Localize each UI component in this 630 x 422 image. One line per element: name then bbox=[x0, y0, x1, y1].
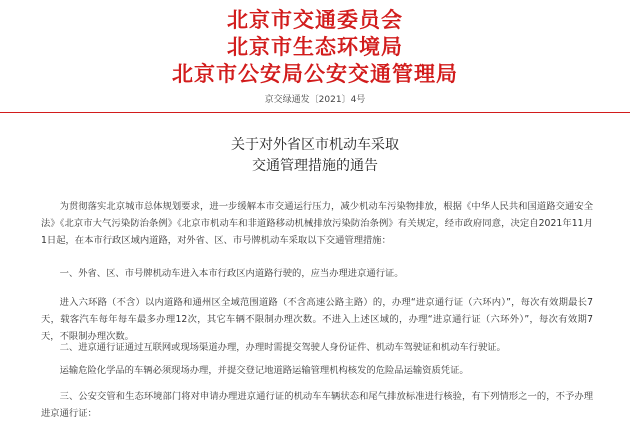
notice-title-line1: 关于对外省区市机动车采取 bbox=[231, 137, 399, 153]
issuer-line-environment: 北京市生态环境局 bbox=[227, 35, 403, 59]
notice-title-line2: 交通管理措施的通告 bbox=[252, 158, 378, 174]
paragraph-item-1: 一、外省、区、市号牌机动车进入本市行政区内道路行驶的，应当办理进京通行证。 bbox=[59, 268, 404, 279]
paragraph-preamble: 为贯彻落实北京城市总体规划要求，进一步缓解本市交通运行压力，减少机动车污染物排放，根据《中华人民共和国道路交通安全法》《北京市大气污染防治条例》《北京市机动车和非道路移动机械排放污染防治条例》有关规定，经市政府同意，决定自2021年11月1日起，在本市行政区域内道路，对外省、区、市号牌机动车采取以下交通管理措施： bbox=[41, 201, 593, 246]
paragraph-item-1-detail: 进入六环路（不含）以内道路和通州区全域范围道路（不含高速公路主路）的，办理“进京通行证（六环内）”，每次有效期最长7天，载客汽车每年每车最多办理12次，其它车辆不限制办理次数。不进入上述区域的，办理“进京通行证（六环外）”，每次有效期7天，不限制办理次数。 bbox=[41, 297, 593, 342]
issuer-line-transport: 北京市交通委员会 bbox=[227, 8, 403, 32]
document-number: 京交绿通发〔2021〕4号 bbox=[264, 95, 366, 105]
paragraph-item-2-detail: 运输危险化学品的车辆必须现场办理，并提交登记地道路运输管理机构核发的危险品运输资质凭证。 bbox=[59, 365, 469, 376]
paragraph-item-3: 三、公安交管和生态环境部门将对申请办理进京通行证的机动车车辆状态和尾气排放标准进行核验，有下列情形之一的，不予办理进京通行证： bbox=[41, 391, 593, 419]
paragraph-item-2: 二、进京通行证通过互联网或现场渠道办理，办理时需提交驾驶人身份证件、机动车驾驶证和机动车行驶证。 bbox=[59, 342, 506, 353]
issuer-line-traffic-police: 北京市公安局公安交通管理局 bbox=[172, 62, 458, 86]
red-divider bbox=[0, 112, 630, 113]
